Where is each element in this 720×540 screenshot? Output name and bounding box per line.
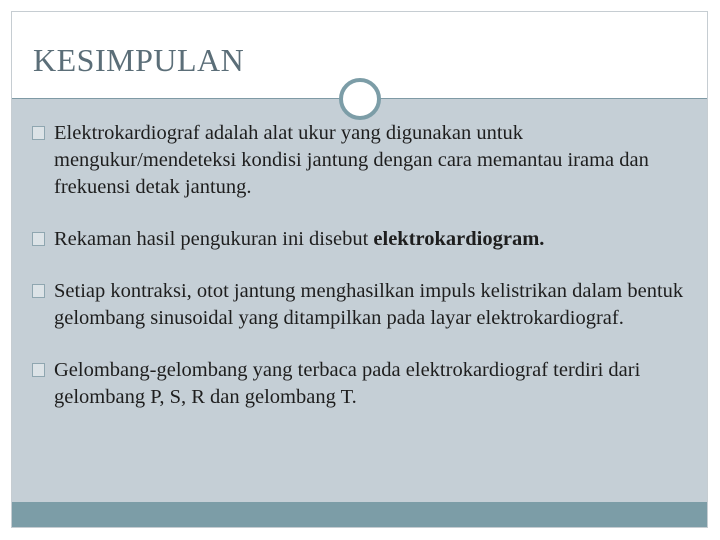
bullet-item — [30, 226, 695, 253]
bullet-item — [30, 120, 695, 201]
bullet-box-icon — [32, 232, 45, 246]
bullet-item — [30, 278, 695, 332]
bullet-text: Elektrokardiograf adalah alat ukur yang digunakan untuk mengukur/mendeteksi kondisi jantung dengan cara memantau irama dan frekuensi detak jantung. — [54, 122, 649, 198]
slide-title: KESIMPULAN — [33, 42, 245, 78]
bullet-text: Rekaman hasil pengukuran ini disebut — [54, 228, 374, 250]
bullet-list — [30, 120, 695, 411]
bullet-box-icon — [32, 284, 45, 298]
bullet-box-icon — [32, 363, 45, 377]
bullet-bold-term: elektrokardiogram. — [373, 228, 545, 250]
bullet-item — [30, 357, 695, 411]
ring-ornament-icon — [339, 78, 381, 120]
bullet-text: Setiap kontraksi, otot jantung menghasilkan impuls kelistrikan dalam bentuk gelombang sinusoidal yang ditampilkan pada layar elektrokardiograf. — [54, 280, 684, 329]
bullet-text: Gelombang-gelombang yang terbaca pada elektrokardiograf terdiri dari gelombang P, S, R dan gelombang T. — [54, 359, 641, 408]
bullet-box-icon — [32, 126, 45, 140]
